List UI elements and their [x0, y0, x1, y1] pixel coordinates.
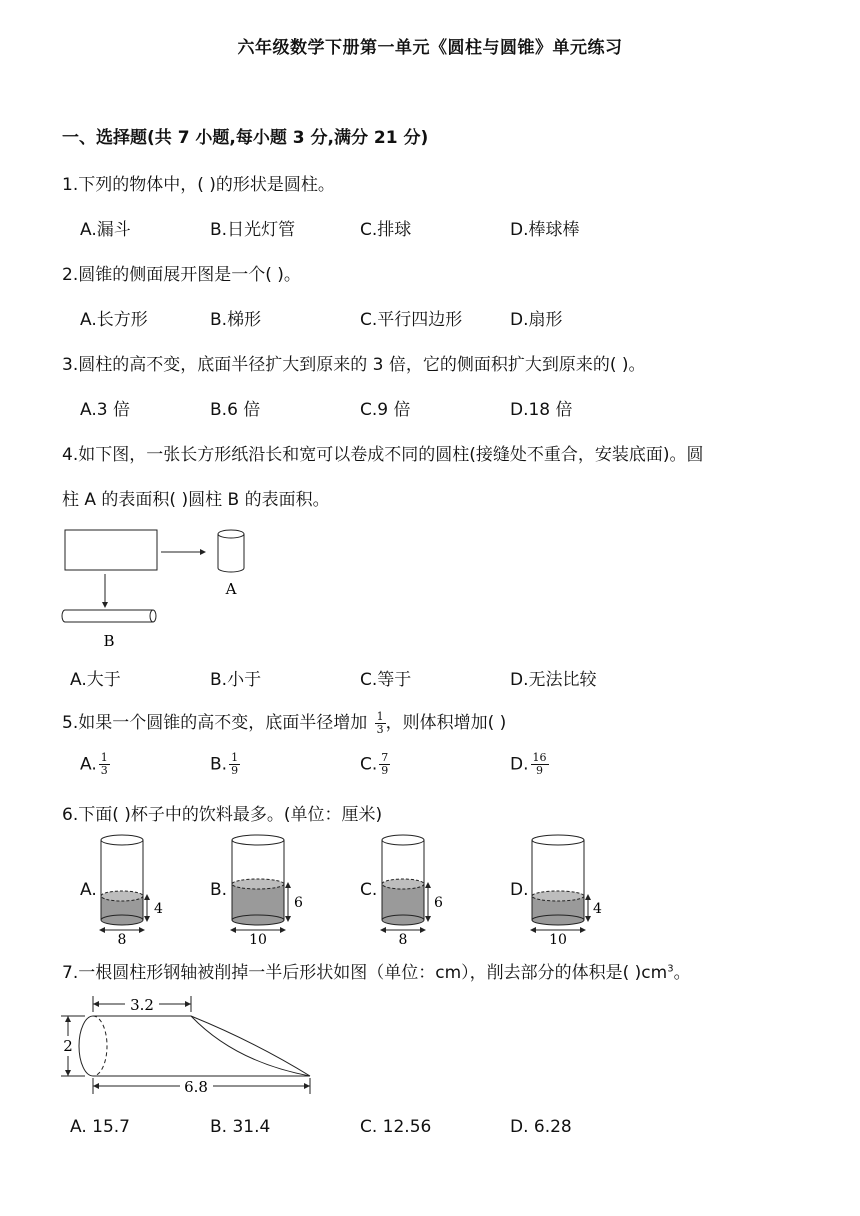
question-5-option-c[interactable]: C. $\frac{7}{9}$	[360, 751, 389, 777]
shaft-front-face	[79, 1016, 93, 1076]
svg-text:8: 8	[398, 932, 408, 947]
question-3-option-a[interactable]: A.3 倍	[80, 400, 130, 420]
question-6-option-c-label[interactable]: C.	[360, 880, 378, 900]
dimension-bottom: 6.8	[184, 1078, 208, 1096]
label-b: B	[103, 632, 115, 650]
question-3-option-c[interactable]: C.9 倍	[360, 400, 411, 420]
question-2-text: 2.圆锥的侧面展开图是一个( )。	[62, 265, 301, 285]
cup-a[interactable]	[96, 832, 176, 947]
question-7-text: 7.一根圆柱形钢轴被削掉一半后形状如图（单位：cm），削去部分的体积是( )$cm^3$。	[62, 963, 691, 983]
question-2-option-d[interactable]: D.扇形	[510, 310, 563, 330]
question-7-option-a[interactable]: A. 15.7	[70, 1117, 130, 1137]
question-4-figure	[55, 518, 255, 653]
question-1-option-c[interactable]: C.排球	[360, 220, 412, 240]
question-3-option-d[interactable]: D.18 倍	[510, 400, 573, 420]
dimension-top: 3.2	[130, 996, 154, 1014]
question-7-option-c[interactable]: C. 12.56	[360, 1117, 432, 1137]
arrow-down-head	[102, 602, 108, 608]
question-1-text: 1.下列的物体中，( )的形状是圆柱。	[62, 175, 335, 195]
question-6-text: 6.下面( )杯子中的饮料最多。(单位：厘米)	[62, 805, 383, 825]
svg-text:8: 8	[117, 932, 127, 947]
cut-surface-upper	[191, 1016, 310, 1076]
question-6-option-b-label[interactable]: B.	[210, 880, 228, 900]
svg-text:4: 4	[593, 901, 602, 917]
question-7-option-d[interactable]: D. 6.28	[510, 1117, 572, 1137]
question-4-option-a[interactable]: A.大于	[70, 670, 121, 690]
question-7-figure	[55, 992, 325, 1102]
question-5-text-before: 5.如果一个圆锥的高不变，底面半径增加	[62, 713, 368, 733]
question-2-option-b[interactable]: B.梯形	[210, 310, 262, 330]
question-1-option-b[interactable]: B.日光灯管	[210, 220, 296, 240]
paper-rectangle	[65, 530, 157, 570]
cup-b[interactable]	[227, 832, 317, 947]
question-5-option-d[interactable]: D. $\frac{16}{9}$	[510, 751, 547, 777]
question-5-option-b[interactable]: B. $\frac{1}{9}$	[210, 751, 239, 777]
cylinder-a	[218, 530, 244, 572]
svg-text:10: 10	[249, 932, 267, 947]
question-4-text-line1: 4.如下图，一张长方形纸沿长和宽可以卷成不同的圆柱(接缝处不重合，安装底面)。圆	[62, 445, 704, 465]
cylinder-b	[62, 610, 156, 622]
cup-c[interactable]	[377, 832, 457, 947]
question-6-option-a-label[interactable]: A.	[80, 880, 97, 900]
question-4-option-b[interactable]: B.小于	[210, 670, 262, 690]
svg-text:6: 6	[434, 895, 443, 911]
section-heading: 一、选择题(共 7 小题,每小题 3 分,满分 21 分)	[62, 128, 429, 148]
cup-d[interactable]	[527, 832, 617, 947]
question-7-option-b[interactable]: B. 31.4	[210, 1117, 271, 1137]
question-6-option-d-label[interactable]: D.	[510, 880, 529, 900]
question-3-option-b[interactable]: B.6 倍	[210, 400, 261, 420]
question-2-option-c[interactable]: C.平行四边形	[360, 310, 463, 330]
question-4-option-c[interactable]: C.等于	[360, 670, 412, 690]
label-a: A	[225, 580, 237, 598]
svg-text:6: 6	[294, 895, 303, 911]
question-1-option-a[interactable]: A.漏斗	[80, 220, 131, 240]
question-2-option-a[interactable]: A.长方形	[80, 310, 148, 330]
question-1-option-d[interactable]: D.棒球棒	[510, 220, 580, 240]
question-3-text: 3.圆柱的高不变，底面半径扩大到原来的 3 倍，它的侧面积扩大到原来的( )。	[62, 355, 646, 375]
question-5-fraction: $\frac{1}{3}$	[376, 709, 384, 736]
dimension-left: 2	[63, 1037, 73, 1055]
question-4-option-d[interactable]: D.无法比较	[510, 670, 597, 690]
page-title: 六年级数学下册第一单元《圆柱与圆锥》单元练习	[237, 38, 623, 58]
cut-surface-lower	[191, 1016, 310, 1076]
question-5-text-after: ，则体积增加( )	[385, 713, 507, 733]
question-4-text-line2: 柱 A 的表面积( )圆柱 B 的表面积。	[62, 490, 330, 510]
svg-text:4: 4	[154, 901, 163, 917]
question-5-option-a[interactable]: A. $\frac{1}{3}$	[80, 751, 108, 777]
arrow-right-head	[200, 549, 206, 555]
question-5-text	[62, 708, 506, 736]
svg-text:10: 10	[549, 932, 567, 947]
